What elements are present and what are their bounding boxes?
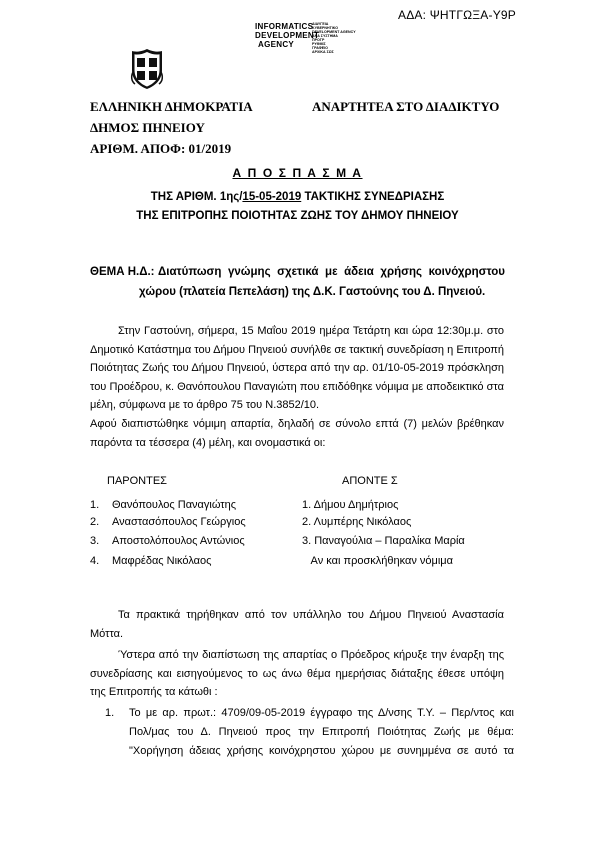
absent-member: 3. Παναγούλια – Παραλίκα Μαρία bbox=[302, 535, 465, 547]
logo-small-1: ΔΙΑΥΓΕΙΑ bbox=[312, 22, 329, 26]
decision-number: ΑΡΙΘΜ. ΑΠΟΦ: 01/2019 bbox=[90, 141, 232, 156]
logo-small-4: ΑΝΑ ΣΥΣΤΗΜΑ bbox=[312, 34, 338, 38]
absent-member: 2. Λυμπέρης Νικόλαος bbox=[302, 516, 412, 528]
meeting-date: 15-05-2019 bbox=[242, 191, 302, 203]
logo-small-6: ΡΥΘΜΙΣ bbox=[312, 42, 326, 46]
subject-line-2: χώρου (πλατεία Πεπελάση) της Δ.Κ. Γαστούνης του Δ. Πηνειού. bbox=[139, 286, 486, 298]
paragraph-line: Ποιότητας Ζωής του Δήμου Πηνειού, ύστερα από την αρ. 01/10-05-2019 πρόσκληση bbox=[90, 362, 504, 374]
paragraph-line: Ύστερα από την διαπίστωση της απαρτίας ο Πρόεδρος κήρυξε την έναρξη της bbox=[118, 649, 504, 661]
paragraph-line: Δημοτικό Κατάστημα του Δήμου Πηνειού συνήλθε σε τακτική συνεδρίαση η Επιτροπή bbox=[90, 343, 504, 356]
ada-code: ΑΔΑ: ΨΗΤΓΩΞΑ-Υ9Ρ bbox=[398, 8, 516, 22]
paragraph-line: παρόντα τα τέσσερα (4) μέλη, και ονομαστικά οι: bbox=[90, 436, 326, 449]
logo-line-1: INFORMATICS bbox=[255, 22, 314, 31]
logo-line-3: AGENCY bbox=[258, 40, 295, 49]
paragraph-quorum bbox=[90, 415, 504, 452]
paragraph-line: Μόττα. bbox=[90, 627, 124, 640]
subject bbox=[90, 262, 505, 302]
publish-note: ΑΝΑΡΤΗΤΕΑ ΣΤΟ ΔΙΑΔΙΚΤΥΟ bbox=[312, 99, 500, 114]
republic-heading: ΕΛΛΗΝΙΚΗ ΔΗΜΟΚΡΑΤΙΑ bbox=[90, 99, 253, 114]
agenda-item-number: 1. bbox=[105, 707, 115, 719]
paragraph-opening bbox=[90, 322, 504, 415]
present-number: 1. bbox=[90, 499, 100, 511]
paragraph-minutes bbox=[90, 606, 504, 643]
present-header: ΠΑΡΟΝΤΕΣ bbox=[107, 475, 167, 487]
agenda-item-line: Πολ/μας του Δ. Πηνειού προς την Επιτροπή Ποιότητας Ζωής με θέμα: bbox=[129, 726, 514, 738]
present-number: 2. bbox=[90, 516, 100, 528]
present-number: 4. bbox=[90, 555, 100, 567]
present-member: Αναστασόπουλος Γεώργιος bbox=[112, 516, 246, 528]
meeting-suffix: ΤΑΚΤΙΚΗΣ ΣΥΝΕΔΡΙΑΣΗΣ bbox=[301, 191, 445, 203]
logo-small-8: ΑΡΧΙΚΑ ΣΩΣ bbox=[312, 50, 334, 54]
paragraph-start bbox=[90, 646, 504, 702]
paragraph-line: της Επιτροπής τα κάτωθι : bbox=[90, 686, 218, 698]
meeting-line bbox=[90, 191, 505, 203]
absent-header: ΑΠΟΝΤΕ Σ bbox=[342, 475, 398, 487]
logo-small-2: ΚΥΒΕΡΝΗΤΙΚΟ bbox=[312, 26, 338, 30]
absent-member: 1. Δήμου Δημήτριος bbox=[302, 499, 399, 511]
present-member: Θανόπουλος Παναγιώτης bbox=[112, 499, 237, 511]
paragraph-line: Τα πρακτικά τηρήθηκαν από τον υπάλληλο του Δήμου Πηνειού Αναστασία bbox=[118, 609, 504, 621]
paragraph-line: Αφού διαπιστώθηκε νόμιμη απαρτία, δηλαδή σε σύνολο επτά (7) μελών βρέθηκαν bbox=[90, 418, 504, 430]
absent-note: Αν και προσκλήθηκαν νόμιμα bbox=[302, 555, 453, 567]
logo-small-3: DEVELOPMENT AGENCY bbox=[312, 30, 356, 34]
agenda-item-text bbox=[129, 704, 514, 761]
present-member: Αποστολόπουλος Αντώνιος bbox=[112, 535, 245, 547]
paragraph-line: συνεδρίασης και εισηγούμενος το ως άνω θέμα ημερήσιας διάταξης έθεσε υπόψη bbox=[90, 667, 504, 680]
paragraph-line: Στην Γαστούνη, σήμερα, 15 Μαΐου 2019 ημέρα Τετάρτη και ώρα 12:30μ.μ. στο bbox=[118, 325, 504, 337]
committee-line: ΤΗΣ ΕΠΙΤΡΟΠΗΣ ΠΟΙΟΤΗΤΑΣ ΖΩΗΣ ΤΟΥ ΔΗΜΟΥ ΠΗΝΕΙΟΥ bbox=[136, 210, 459, 222]
subject-line-1: Διατύπωση γνώμης σχετικά με άδεια χρήσης κοινόχρηστου bbox=[158, 266, 505, 278]
agenda-item-line: Το με αρ. πρωτ.: 4709/09-05-2019 έγγραφο της Δ/νσης Τ.Υ. – Περ/ντος και bbox=[129, 707, 514, 719]
paragraph-line: μέλη, σύμφωνα με το άρθρο 75 του Ν.3852/10. bbox=[90, 399, 320, 411]
present-member: Μαφρέδας Νικόλαος bbox=[112, 555, 212, 567]
municipality-heading: ΔΗΜΟΣ ΠΗΝΕΙΟΥ bbox=[90, 120, 205, 135]
greek-emblem-icon bbox=[129, 48, 165, 90]
present-number: 3. bbox=[90, 535, 100, 547]
logo-small-7: ΓΡΑΦΕΙΟ bbox=[312, 46, 328, 50]
diavgeia-logo bbox=[255, 22, 375, 64]
agenda-item-line: "Χορήγηση άδειας χρήσης κοινόχρηστου χώρου με συνημμένα σε αυτό τα bbox=[129, 745, 514, 757]
meeting-prefix: ΤΗΣ ΑΡΙΘΜ. 1ης/ bbox=[150, 191, 243, 203]
logo-line-2: DEVELOPMENT bbox=[255, 31, 320, 40]
subject-label: ΘΕΜΑ Η.Δ.: bbox=[90, 266, 155, 278]
logo-small-5: ΠΡΟΓΡ bbox=[312, 38, 325, 42]
document-title: Α Π Ο Σ Π Α Σ Μ Α bbox=[232, 166, 363, 180]
paragraph-line: του Προέδρου, κ. Θανόπουλου Παναγιώτη που επιδόθηκε νόμιμα με αποδεικτικό στα bbox=[90, 380, 504, 393]
